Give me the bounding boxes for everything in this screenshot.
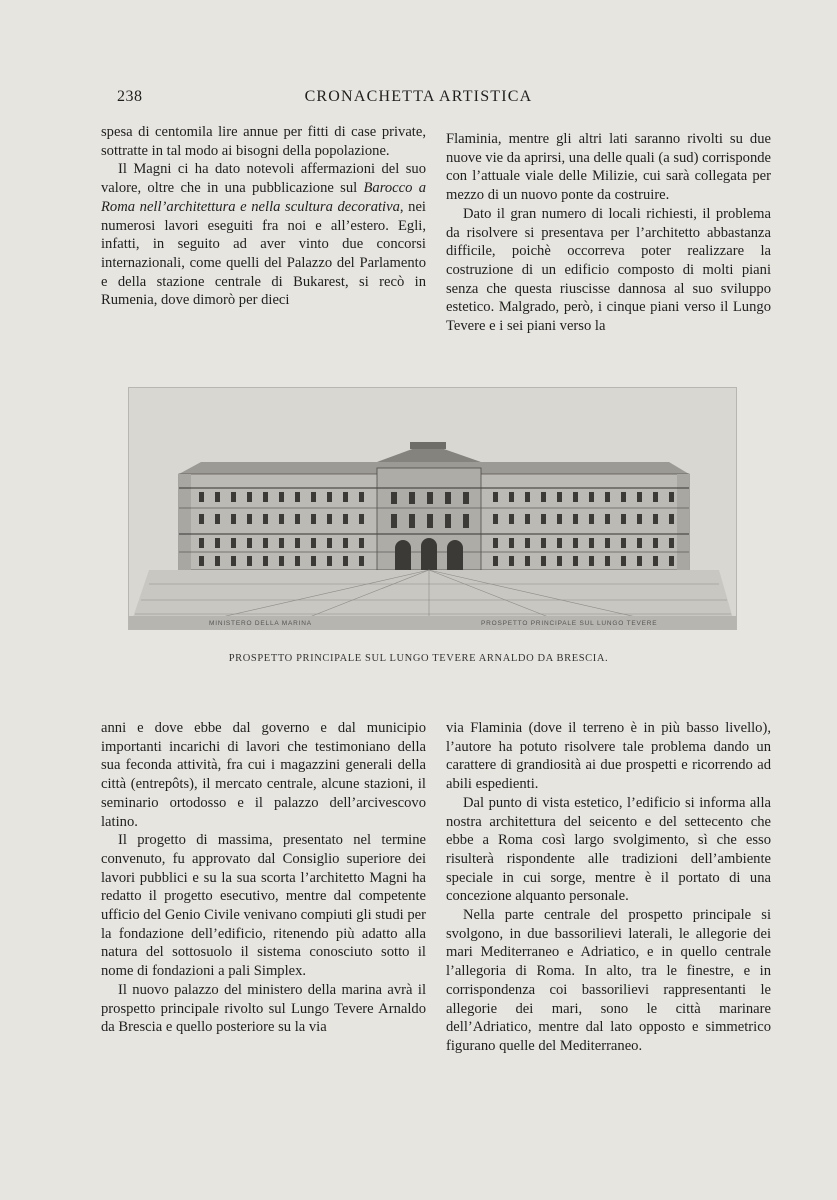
text-column-bottom-left xyxy=(101,719,426,1037)
text-run: , nei numerosi lavori eseguiti fra noi e all’estero. Egli, infatti, in seguito ad aver vinto due concorsi internazionali, come quelli del Palazzo del Parlamento e della stazione centrale di Bukarest, si recò in Rumenia, dove dimorò per dieci xyxy=(101,198,426,309)
plate-inscription-left: MINISTERO DELLA MARINA xyxy=(209,620,312,627)
paragraph: Il progetto di massima, presentato nel termine convenuto, fu approvato dal Consiglio superiore dei lavori pubblici e su la sua scorta l’architetto Magni ha redatto il progetto esecutivo, mentre dal competente ufficio del Genio Civile venivano compiuti gli studi per la fondazione dell’edificio, ritenendo più adatto alla natura del sottosuolo il sistema conosciuto sotto il nome di fondazioni a pali Simplex. xyxy=(101,832,426,980)
paragraph: Nella parte centrale del prospetto principale si svolgono, in due bassorilievi laterali, le allegorie dei mari Mediterraneo e Adriatico, e in quello centrale l’allegoria di Roma. In alto, tra le finestre, e in corrispondenza coi bassorilievi rappresentanti le allegorie dei mari, sono le città marinare dell’Adriatico, mentre dal lato opposto e simmetrico figurano quelle del Mediterraneo. xyxy=(446,907,771,1054)
paragraph: Dato il gran numero di locali richiesti, il problema da risolvere si presentava per l’architetto abbastanza difficile, poichè occorreva poter realizzare la costruzione di un edificio composto di molti piani senza che questa riuscisse dannosa al suo sviluppo estetico. Malgrado, però, i cinque piani verso il Lungo Tevere e i sei piani verso la xyxy=(446,205,771,335)
italic-title: Barocco a Roma nell’architettura e nella scultura decorativa xyxy=(101,180,426,215)
paragraph: Flaminia, mentre gli altri lati saranno rivolti su due nuove vie da aprirsi, una delle quali (a sud) corrisponde con l’attuale viale delle Milizie, cui sarà collegata per mezzo di un nuovo ponte da costruire. xyxy=(446,131,772,204)
text-run: Il Magni ci ha dato notevoli affermazioni del suo valore, oltre che in una pubblicazione sul xyxy=(101,161,426,197)
paragraph: anni e dove ebbe dal governo e dal municipio importanti incarichi di lavori che testimoniano della sua feconda attività, fra cui i magazzini generali della città (entrepôts), il mercato centrale, alcune stazioni, il seminario ortodosso e il palazzo dell’arcivescovo latino. xyxy=(101,720,426,830)
paragraph: spesa di centomila lire annue per fitti di case private, sottratte in tal modo ai bisogni della popolazione. xyxy=(101,124,426,159)
plate-inscription-right: PROSPETTO PRINCIPALE SUL LUNGO TEVERE xyxy=(481,620,658,627)
text-column-bottom-right xyxy=(446,719,771,1056)
paragraph: via Flaminia (dove il terreno è in più basso livello), l’autore ha potuto risolvere tale problema dando un carattere di grandiosità ai due prospetti e ricorrendo ad abili espedienti. xyxy=(446,720,771,793)
palazzo-elevation-drawing xyxy=(129,388,736,629)
building-illustration xyxy=(128,387,737,630)
text-column-top-right xyxy=(446,130,771,336)
page-number: 238 xyxy=(117,88,143,105)
paragraph: Dal punto di vista estetico, l’edificio si informa alla nostra architettura del seicento e del settecento che ebbe a Roma così largo svolgimento, sì che esso risulterà rispondente alle tradizioni dell’ambiente speciale in cui sorge, mentre è il portato di una concezione alquanto personale. xyxy=(446,794,771,905)
paragraph: Il nuovo palazzo del ministero della marina avrà il prospetto principale rivolto sul Lungo Tevere Arnaldo da Brescia e quello posteriore su la via xyxy=(101,981,426,1036)
figure-caption: PROSPETTO PRINCIPALE SUL LUNGO TEVERE ARNALDO DA BRESCIA. xyxy=(228,653,609,664)
text-column-top-left xyxy=(101,123,426,310)
paragraph xyxy=(101,160,426,310)
running-title: CRONACHETTA ARTISTICA xyxy=(304,88,533,105)
